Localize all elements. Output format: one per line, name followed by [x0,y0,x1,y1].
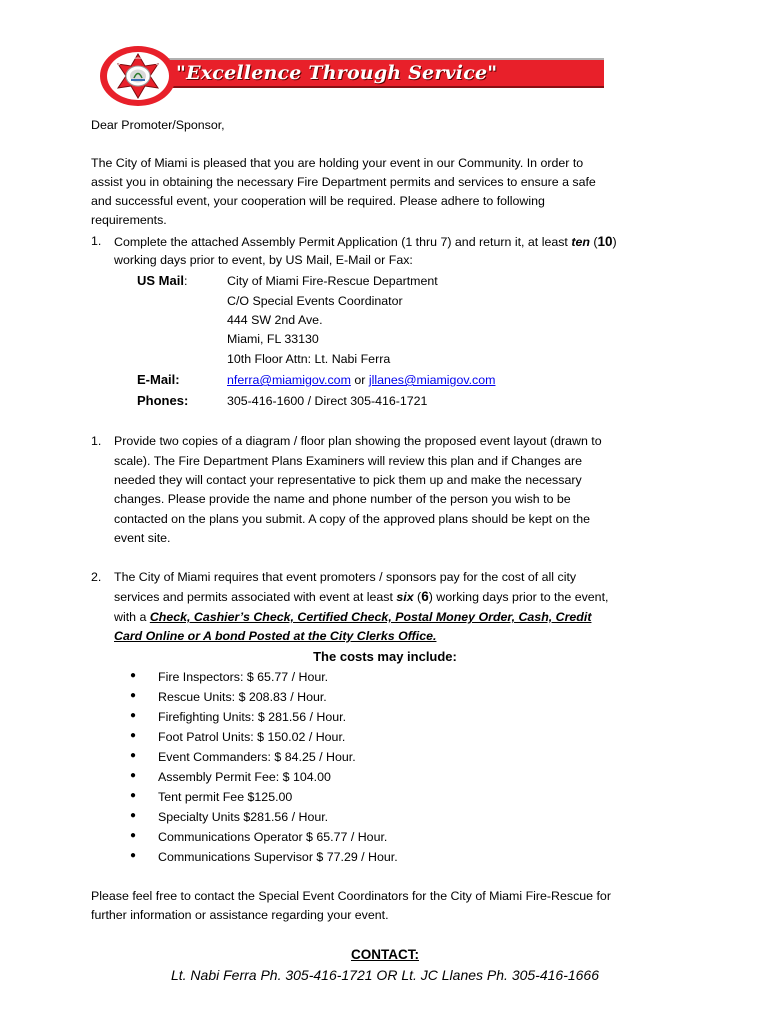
bullet-icon: ● [130,790,137,801]
item1-number: 1. [91,234,102,248]
intro-line: and successful event, your cooperation will be required. Please adhere to following [91,194,545,208]
bullet-icon: ● [130,810,137,821]
item2-line: event site. [114,531,171,545]
item2-line: scale). The Fire Department Plans Examiners will review this plan and if Changes are [114,454,583,468]
email-link-jllanes[interactable]: jllanes@miamigov.com [368,373,496,387]
header-banner [166,58,604,88]
phones-label: Phones: [137,393,189,408]
item3-text-c: with a [114,610,150,624]
item3-emph-num: 6 [421,589,429,604]
closing-line: further information or assistance regarding your event. [91,908,389,922]
item3-line3 [114,610,591,624]
address-line: Miami, FL 33130 [227,332,319,346]
item1-emph-word: ten [571,235,590,249]
cost-item-text: Fire Inspectors: $ 65.77 / Hour. [158,670,329,684]
intro-line: The City of Miami is pleased that you are holding your event in our Community. In order to [91,156,584,170]
salutation: Dear Promoter/Sponsor, [91,118,225,132]
cost-item-text: Firefighting Units: $ 281.56 / Hour. [158,710,347,724]
item3-text: services and permits associated with event at least [114,590,397,604]
cost-item-text: Communications Operator $ 65.77 / Hour. [158,830,388,844]
item3-line1: The City of Miami requires that event promoters / sponsors pay for the cost of all city [114,570,577,584]
us-mail-label-row [137,273,187,288]
cost-item-text: Rescue Units: $ 208.83 / Hour. [158,690,327,704]
item1-line1 [114,234,617,249]
email-or: or [350,373,369,387]
item1-line2: working days prior to event, by US Mail, E-Mail or Fax: [114,253,413,267]
item3-emph-word: six [396,590,414,604]
bullet-icon: ● [130,690,137,701]
cost-item-text: Assembly Permit Fee: $ 104.00 [158,770,331,784]
item2-line: contacted on the plans you submit. A copy of the approved plans should be kept on the [114,512,590,526]
slogan: "Excellence Through Service" [176,62,498,84]
item2-number: 1. [91,434,102,448]
phones-value: 305-416-1600 / Direct 305-416-1721 [227,394,428,408]
city-of-miami-fire-rescue-seal-logo [98,44,178,108]
cost-item-text: Tent permit Fee $125.00 [158,790,293,804]
us-mail-colon: : [183,274,188,288]
intro-line: requirements. [91,213,167,227]
item3-emph-open: ( [413,590,422,604]
bullet-icon: ● [130,850,137,861]
us-mail-label: US Mail [137,273,184,288]
address-line: 10th Floor Attn: Lt. Nabi Ferra [227,352,391,366]
email-link-nferra[interactable]: nferra@miamigov.com [227,373,351,387]
item2-line: needed they will contact your representative to pick them up and make the necessary [114,473,582,487]
bullet-icon: ● [130,830,137,841]
payment-methods-cont: Card Online or A bond Posted at the City Clerks Office. [114,629,437,643]
item1-emph-open: ( [589,235,598,249]
item1-emph-close: ) [612,235,617,249]
item3-text-b: ) working days prior to the event, [428,590,609,604]
item2-line: Provide two copies of a diagram / floor plan showing the proposed event layout (drawn to [114,434,602,448]
bullet-icon: ● [130,730,137,741]
intro-line: assist you in obtaining the necessary Fire Department permits and services to ensure a safe [91,175,596,189]
closing-line: Please feel free to contact the Special Event Coordinators for the City of Miami Fire-Rescue for [91,889,611,903]
address-line: 444 SW 2nd Ave. [227,313,323,327]
bullet-icon: ● [130,670,137,681]
bullet-icon: ● [130,710,137,721]
cost-item-text: Event Commanders: $ 84.25 / Hour. [158,750,356,764]
payment-methods: Check, Cashier’s Check, Certified Check, Postal Money Order, Cash, Credit [149,610,592,624]
item1-emph-num: 10 [597,234,613,249]
contact-heading: CONTACT: [351,947,419,962]
email-row [227,373,495,387]
item2-line: changes. Please provide the name and phone number of the person you wish to be [114,492,571,506]
contact-line: Lt. Nabi Ferra Ph. 305-416-1721 OR Lt. JC Llanes Ph. 305-416-1666 [170,967,600,983]
costs-heading: The costs may include: [313,649,457,664]
address-line: City of Miami Fire-Rescue Department [227,274,438,288]
item3-line2 [114,589,608,604]
bullet-icon: ● [130,770,137,781]
cost-item-text: Foot Patrol Units: $ 150.02 / Hour. [158,730,346,744]
cost-item-text: Communications Supervisor $ 77.29 / Hour. [158,850,398,864]
email-label: E-Mail: [137,372,180,387]
item3-number: 2. [91,570,102,584]
address-line: C/O Special Events Coordinator [227,294,403,308]
item1-text: Complete the attached Assembly Permit Application (1 thru 7) and return it, at least [114,235,572,249]
bullet-icon: ● [130,750,137,761]
cost-item-text: Specialty Units $281.56 / Hour. [158,810,329,824]
